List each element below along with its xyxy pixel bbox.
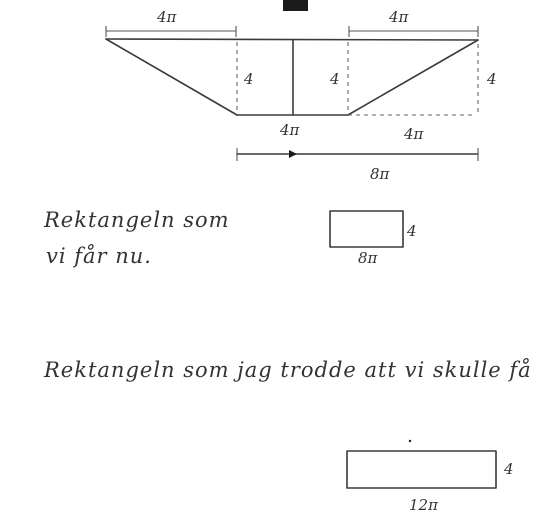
bottom-left-width-label: 4π bbox=[280, 121, 300, 139]
top-right-width-label: 4π bbox=[389, 8, 409, 26]
rect-now-shape bbox=[330, 211, 403, 247]
midpoint-arrow-mark bbox=[289, 150, 297, 158]
top-left-width-label: 4π bbox=[157, 8, 177, 26]
top-figure bbox=[106, 8, 497, 183]
rect-now-height-label: 4 bbox=[407, 222, 417, 240]
rect-now-caption-line2: vi får nu. bbox=[46, 244, 152, 268]
rect-expected-shape bbox=[347, 451, 496, 488]
left-height-label: 4 bbox=[244, 70, 254, 88]
ink-blot bbox=[283, 0, 308, 11]
rect-expected-height-label: 4 bbox=[504, 460, 514, 478]
rect-expected-width-label: 12π bbox=[409, 496, 438, 514]
left-slant-edge bbox=[106, 39, 237, 115]
rect-now-width-label: 8π bbox=[358, 249, 378, 267]
pencil-dot bbox=[409, 440, 411, 442]
bottom-right-width-label: 4π bbox=[404, 125, 424, 143]
rect-now-caption-line1: Rektangeln som bbox=[44, 208, 230, 232]
middle-height-label: 4 bbox=[330, 70, 340, 88]
rect-now-section bbox=[43, 208, 417, 268]
rect-expected-section bbox=[43, 358, 532, 514]
right-height-label: 4 bbox=[487, 70, 497, 88]
right-slant-edge bbox=[348, 40, 478, 115]
top-edge bbox=[106, 39, 478, 40]
total-width-label: 8π bbox=[370, 165, 390, 183]
rect-expected-caption: Rektangeln som jag trodde att vi skulle få bbox=[44, 358, 532, 382]
